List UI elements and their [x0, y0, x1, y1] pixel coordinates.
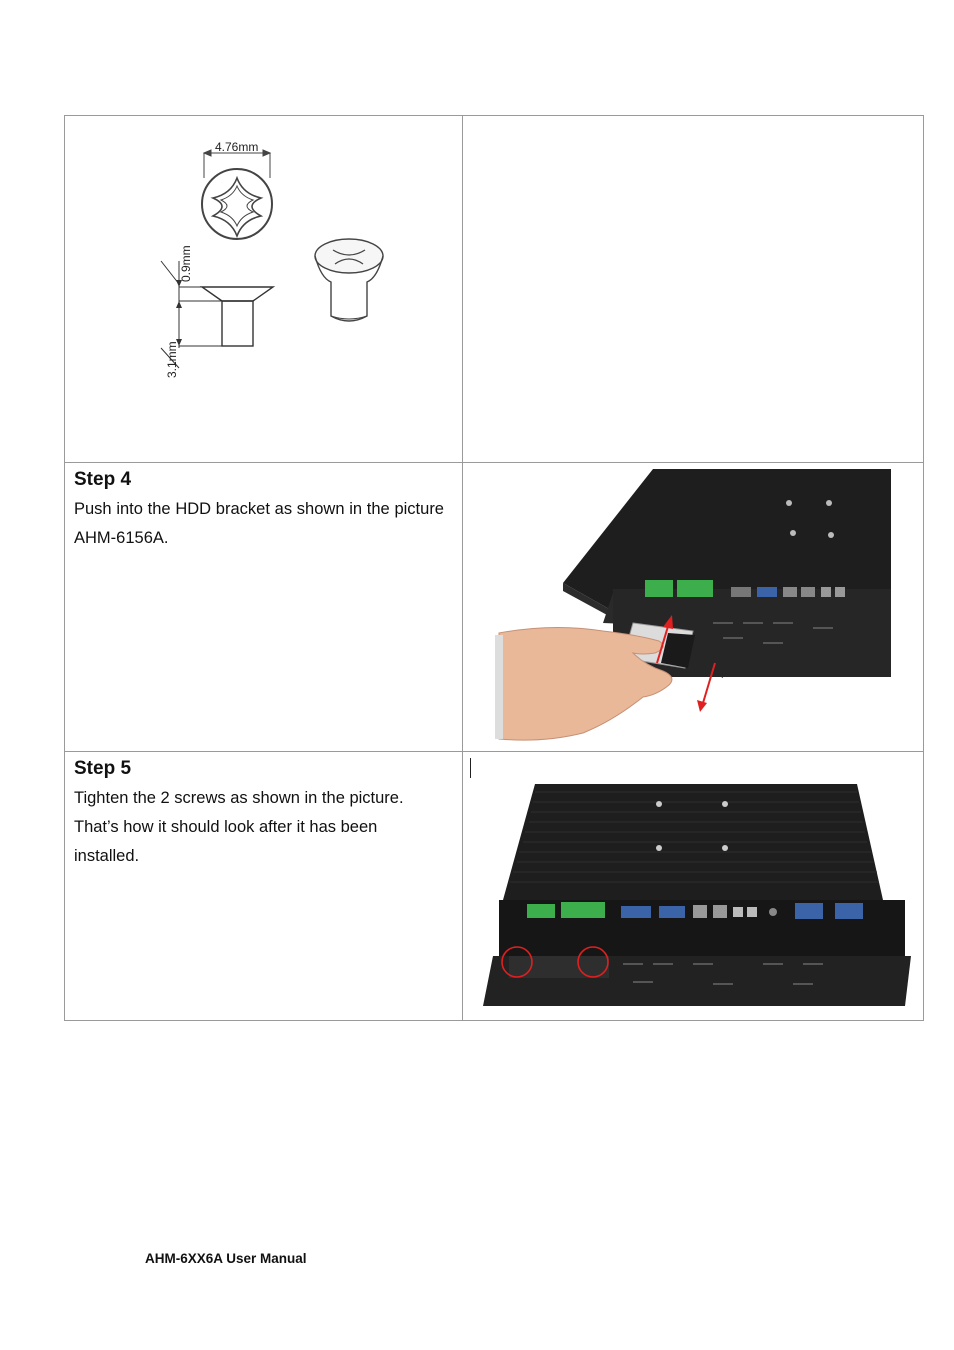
screw-3d-view: [315, 239, 383, 321]
head-width-label: 4.76mm: [215, 140, 259, 154]
screw-dimension-drawing: [65, 116, 464, 464]
footer-manual-title: AHM-6XX6A User Manual: [145, 1251, 307, 1266]
step4-description: Push into the HDD bracket as shown in the picture AHM-6156A.: [74, 500, 444, 547]
step5-text-cell: [64, 751, 463, 1021]
screw-top-view: [202, 150, 272, 239]
step4-title: Step 4: [74, 469, 132, 490]
screw-diagram-cell: [64, 115, 463, 463]
installation-table: [64, 115, 924, 1021]
step5-line-1: Tighten the 2 screws as shown in the picture.: [74, 789, 404, 807]
step5-installed-photo: [463, 752, 925, 1022]
step5-description: [74, 784, 444, 871]
step4-photo-cell: [462, 462, 924, 752]
step4-hdd-insert-photo: [463, 463, 925, 753]
step5-title: Step 5: [74, 758, 132, 779]
step4-text-cell: [64, 462, 463, 752]
empty-cell: [462, 115, 924, 463]
head-height-label: 0.9mm: [179, 245, 193, 282]
step5-photo-cell: [462, 751, 924, 1021]
shank-length-label: 3.1mm: [165, 341, 179, 378]
step5-line-2: That’s how it should look after it has been installed.: [74, 818, 378, 865]
